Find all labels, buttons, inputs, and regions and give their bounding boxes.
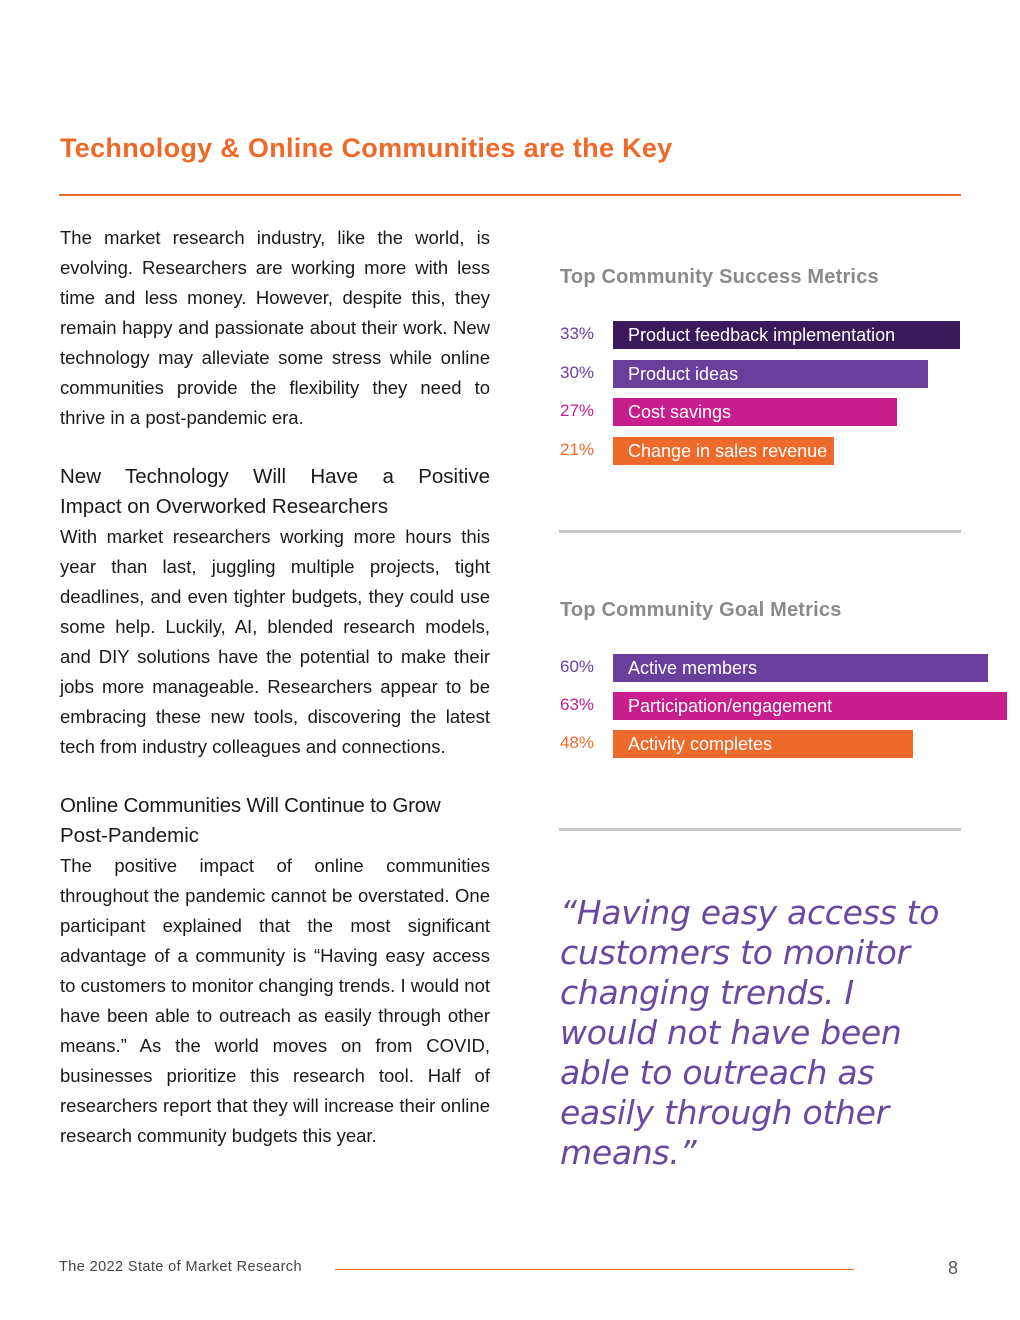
metric-percent: 60% [560,657,595,676]
metric-label: Participation/engagement [628,696,833,716]
footer-divider [335,1269,854,1270]
metric-bar [613,321,960,349]
page-title: Technology & Online Communities are the Key [60,133,673,163]
metric-label: Product ideas [628,363,739,384]
section1-heading-line2: Impact on Overworked Researchers [60,495,389,518]
metric-percent: 21% [560,439,595,459]
success-metrics-title: Top Community Success Metrics [560,266,879,288]
metric-label: Cost savings [628,402,732,422]
metric-bar [613,398,897,426]
metric-bar [613,437,834,465]
metric-percent: 27% [560,401,595,420]
section2-heading-line1: Online Communities Will Continue to Grow [60,794,441,817]
metric-label: Activity completes [628,734,773,754]
metric-percent: 48% [560,733,595,752]
body-column [60,223,490,1151]
metric-label: Active members [628,658,758,678]
metric-bar [613,360,928,388]
page-number: 8 [948,1258,959,1278]
section-divider [559,530,961,533]
pull-quote: “Having easy access to customers to monitor changing trends. I would not have been able to outreach as easily through other means.” [560,893,940,1172]
section2-body: The positive impact of online communities throughout the pandemic cannot be overstated. One participant explained that the most significant advantage of a community is “Having easy access to customers to monitor changing trends. I would not have been able to outreach as easily through other means.” As the world moves on from COVID, businesses prioritize this research tool. Half of researchers report that they will increase their online research community budgets this year. [60,855,490,1146]
footer-title: The 2022 State of Market Research [59,1259,302,1275]
metric-bar [613,730,913,758]
metric-percent: 63% [560,695,595,714]
section2-heading-line2: Post-Pandemic [60,824,200,847]
goal-metrics-title: Top Community Goal Metrics [560,599,842,621]
metric-label: Change in sales revenue [628,440,828,461]
metric-percent: 30% [560,362,595,382]
metric-bar [613,692,1007,720]
metric-label: Product feedback implementation [628,325,896,345]
section-divider [559,828,961,831]
intro-paragraph: The market research industry, like the world, is evolving. Researchers are working more with less time and less money. However, despite this, they remain happy and passionate about their work. New technology may alleviate some stress while online communities provide the flexibility they need to thrive in a post-pandemic era. [60,227,490,428]
section1-body: With market researchers working more hours this year than last, juggling multiple projects, tight deadlines, and even tighter budgets, they could use some help. Luckily, AI, blended research models, and DIY solutions have the potential to make their jobs more manageable. Researchers appear to be embracing these new tools, discovering the latest tech from industry colleagues and connections. [60,526,490,757]
metric-bar [613,654,988,682]
metric-percent: 33% [560,324,595,343]
title-divider [59,194,961,196]
section1-heading-line1: New Technology Will Have a Positive [60,465,490,488]
